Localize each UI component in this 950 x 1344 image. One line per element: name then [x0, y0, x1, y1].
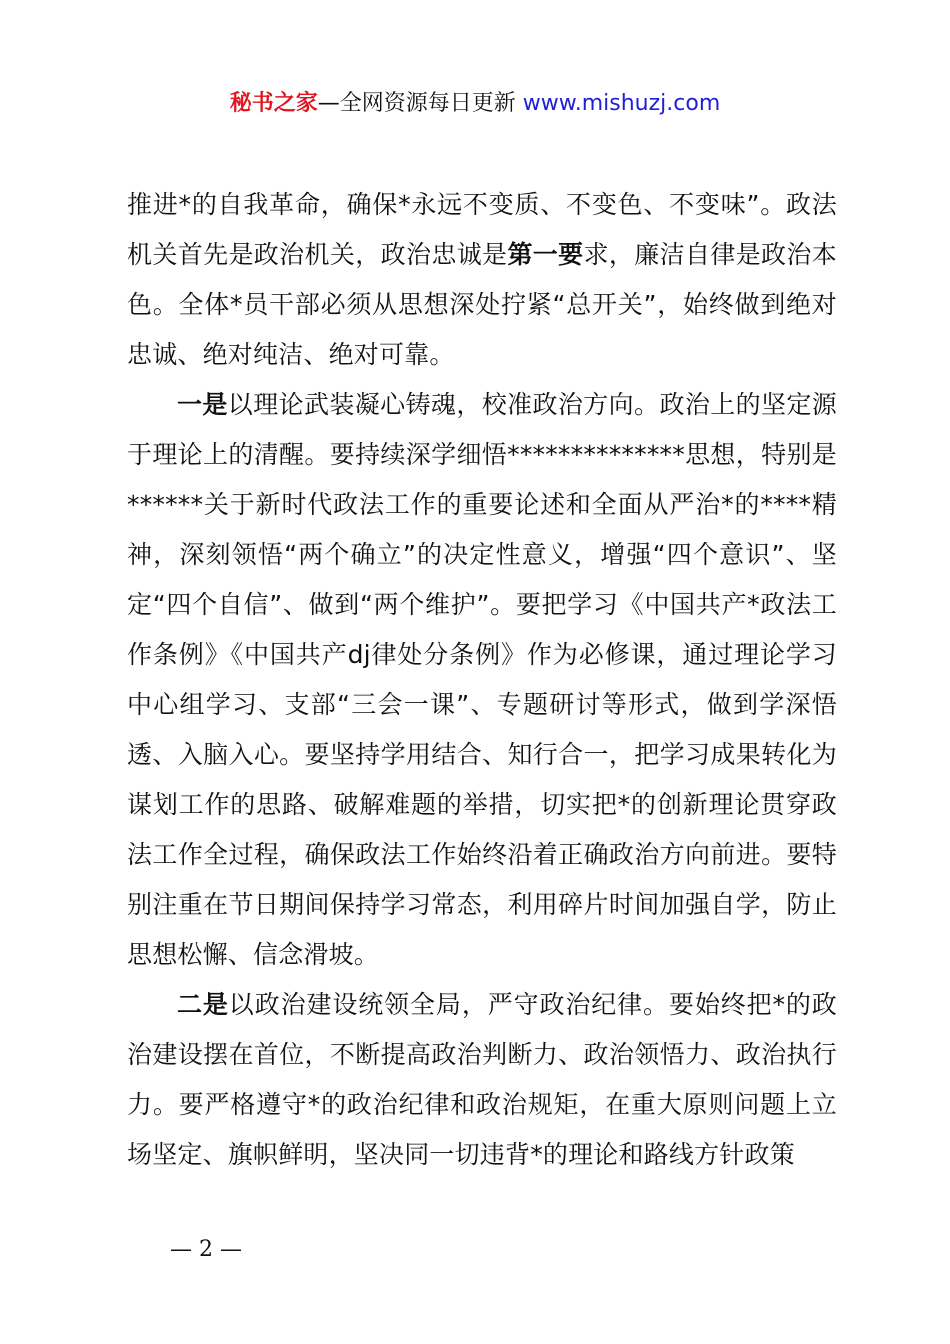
brand-name: 秘书之家 [229, 91, 318, 116]
paragraph-point-two [127, 980, 837, 1180]
page-number: — 2 — [170, 1237, 242, 1262]
header-slogan: —全网资源每日更新 [317, 91, 523, 116]
paragraph-text: 以理论武装凝心铸魂，校准政治方向。政治上的坚定源于理论上的清醒。要持续深学细悟**************思想，特别是******关于新时代政法工作的重要论述和全面从严治*的****精神，深刻领悟“两个确立”的决定性意义，增强“四个意识”、坚定“四个自信”、做到“两个维护”。要把学习《中国共产*政法工作条例》《中国共产dj律处分条例》作为必修课，通过理论学习中心组学习、支部“三会一课”、专题研讨等形式，做到学深悟透、入脑入心。要坚持学用结合、知行合一，把学习成果转化为谋划工作的思路、破解难题的举措，切实把*的创新理论贯穿政法工作全过程，确保政法工作始终沿着正确政治方向前进。要特别注重在节日期间保持学习常态，利用碎片时间加强自学，防止思想松懈、信念滑坡。 [127, 390, 837, 969]
site-url-link[interactable]: www.mishuzj.com [522, 91, 721, 116]
point-lead: 一是 [177, 390, 228, 419]
paragraph-text: 以政治建设统领全局，严守政治纪律。要始终把*的政治建设摆在首位，不断提高政治判断力、政治领悟力、政治执行力。要严格遵守*的政治纪律和政治规矩，在重大原则问题上立场坚定、旗帜鲜明，坚决同一切违背*的理论和路线方针政策 [127, 990, 837, 1169]
point-lead: 二是 [177, 990, 229, 1019]
paragraph-point-one [127, 380, 837, 980]
emphasis-text: 第一要 [507, 240, 584, 269]
paragraph-text: 求，廉洁自律是政治本色。全体*员干部必须从思想深处拧紧“总开关”，始终做到绝对忠诚、绝对纯洁、绝对可靠。 [127, 240, 837, 369]
paragraph-text: 推进*的自我革命，确保*永远不变质、不变色、不变味”。政法机关首先是政治机关，政治忠诚是 [127, 190, 837, 269]
document-body [127, 180, 837, 1180]
page-header [0, 86, 950, 122]
paragraph-continuation [127, 180, 837, 380]
